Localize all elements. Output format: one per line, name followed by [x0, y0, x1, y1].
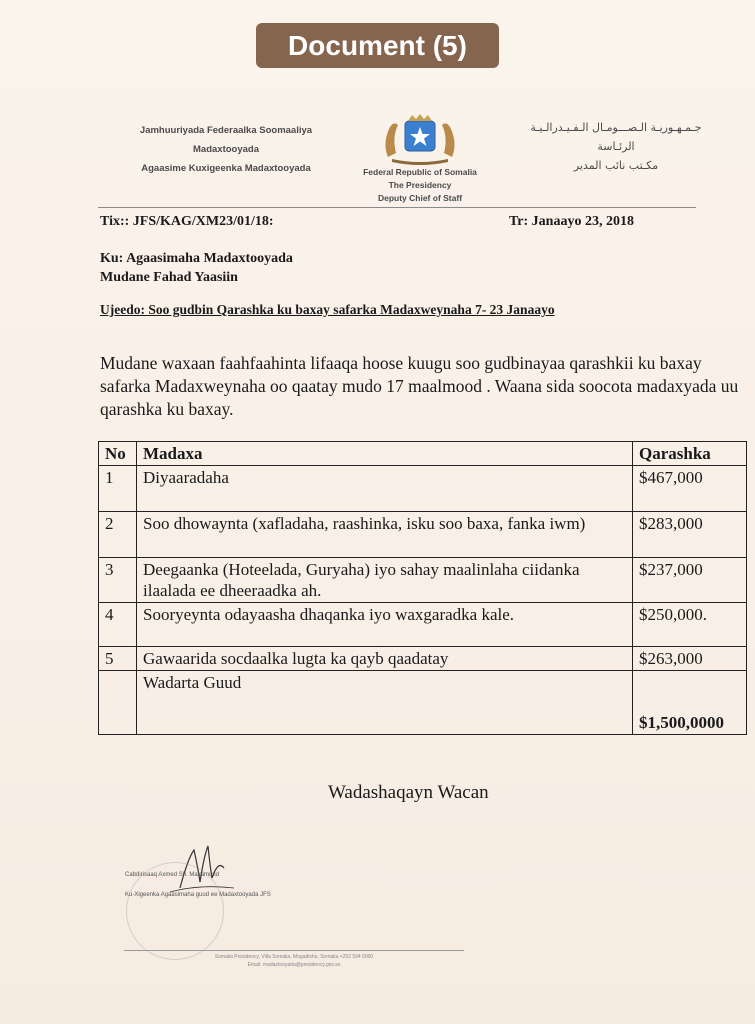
header-no: No: [99, 442, 137, 466]
recipient-line: Mudane Fahad Yaasiin: [100, 270, 238, 285]
footer-contact: [124, 953, 464, 969]
row-no: 3: [99, 558, 137, 603]
reference-number: Tix:: JFS/KAG/XM23/01/18:: [100, 214, 274, 229]
table-row: [99, 558, 747, 603]
closing-greeting: Wadashaqayn Wacan: [328, 782, 489, 803]
letterhead-english: [320, 166, 520, 205]
signer-name: Cabdirisaaq Axmed Sh. Maxamuud: [125, 872, 220, 878]
header-item: Madaxa: [137, 442, 633, 466]
row-cost: $283,000: [633, 512, 747, 558]
row-cost: $263,000: [633, 647, 747, 671]
somalia-coat-of-arms-emblem: [378, 113, 462, 165]
row-item: Gawaarida socdaalka lugta ka qayb qaadatay: [137, 647, 633, 671]
row-no: 5: [99, 647, 137, 671]
letter-date: Tr: Janaayo 23, 2018: [509, 214, 634, 229]
table-row: [99, 466, 747, 512]
letterhead-somali-line: Jamhuuriyada Federaalka Soomaaliya: [139, 125, 313, 136]
document-badge: Document (5): [256, 23, 499, 68]
row-item: Soo dhowaynta (xafladaha, raashinka, isku soo baxa, fanka iwm): [137, 512, 633, 558]
row-no: 4: [99, 603, 137, 647]
table-total-row: [99, 671, 747, 735]
letterhead-english-line: The Presidency: [388, 180, 452, 190]
letterhead-somali-line: Agaasime Kuxigeenka Madaxtooyada: [141, 163, 311, 174]
table-row: [99, 512, 747, 558]
letterhead-somali-line: Madaxtooyada: [193, 144, 259, 155]
letterhead-english-line: Deputy Chief of Staff: [377, 193, 463, 203]
row-item: Deegaanka (Hoteelada, Guryaha) iyo sahay maalinlaha ciidanka ilaalada ee dheeraadka ah.: [137, 558, 633, 603]
footer-divider: [124, 950, 464, 951]
recipient-block: [100, 249, 293, 287]
table-row: [99, 603, 747, 647]
footer-line: Somalia Presidency, Villa Somalia, Mogadishu, Somalia +252 594 0000: [214, 954, 374, 960]
table-header-row: [99, 442, 747, 466]
signer-title: Ku-Xigeenka Agaasimaha guud ee Madaxtooyada JFS: [125, 892, 271, 898]
subject-line: Ujeedo: Soo gudbin Qarashka ku baxay safarka Madaxweynaha 7- 23 Janaayo: [100, 302, 555, 317]
letterhead-divider: [98, 207, 696, 208]
letterhead-arabic-line: جـمـهـوريـة الـصـــومـال الـفـيـدرالـيـة: [530, 121, 702, 134]
intro-paragraph: Mudane waxaan faahfaahinta lifaaqa hoose kuugu soo gudbinayaa qarashkii ku baxay safarka Madaxweynaha oo qaatay mudo 17 maalmood . Waana sida soocota madaxyada uu qarashka ku baxay.: [100, 353, 739, 419]
letterhead-arabic: [498, 118, 734, 175]
recipient-line: Ku: Agaasimaha Madaxtooyada: [100, 251, 293, 266]
expense-table: [98, 441, 747, 735]
row-item: Sooryeynta odayaasha dhaqanka iyo waxgaradka kale.: [137, 603, 633, 647]
total-no: [99, 671, 137, 735]
row-item: Diyaaradaha: [137, 466, 633, 512]
letterhead-arabic-line: مكـتب نائب المدير: [573, 159, 659, 172]
total-label: Wadarta Guud: [137, 671, 633, 735]
row-no: 2: [99, 512, 137, 558]
row-cost: $237,000: [633, 558, 747, 603]
row-cost: $467,000: [633, 466, 747, 512]
table-row: [99, 647, 747, 671]
footer-line: Email: madaxtooyada@presidency.gov.so: [247, 962, 341, 968]
row-no: 1: [99, 466, 137, 512]
letterhead-somali: [96, 121, 356, 178]
header-cost: Qarashka: [633, 442, 747, 466]
letterhead-english-line: Federal Republic of Somalia: [363, 167, 477, 177]
total-value: $1,500,0000: [633, 671, 747, 735]
row-cost: $250,000.: [633, 603, 747, 647]
letterhead-arabic-line: الرئـاسة: [597, 140, 635, 153]
